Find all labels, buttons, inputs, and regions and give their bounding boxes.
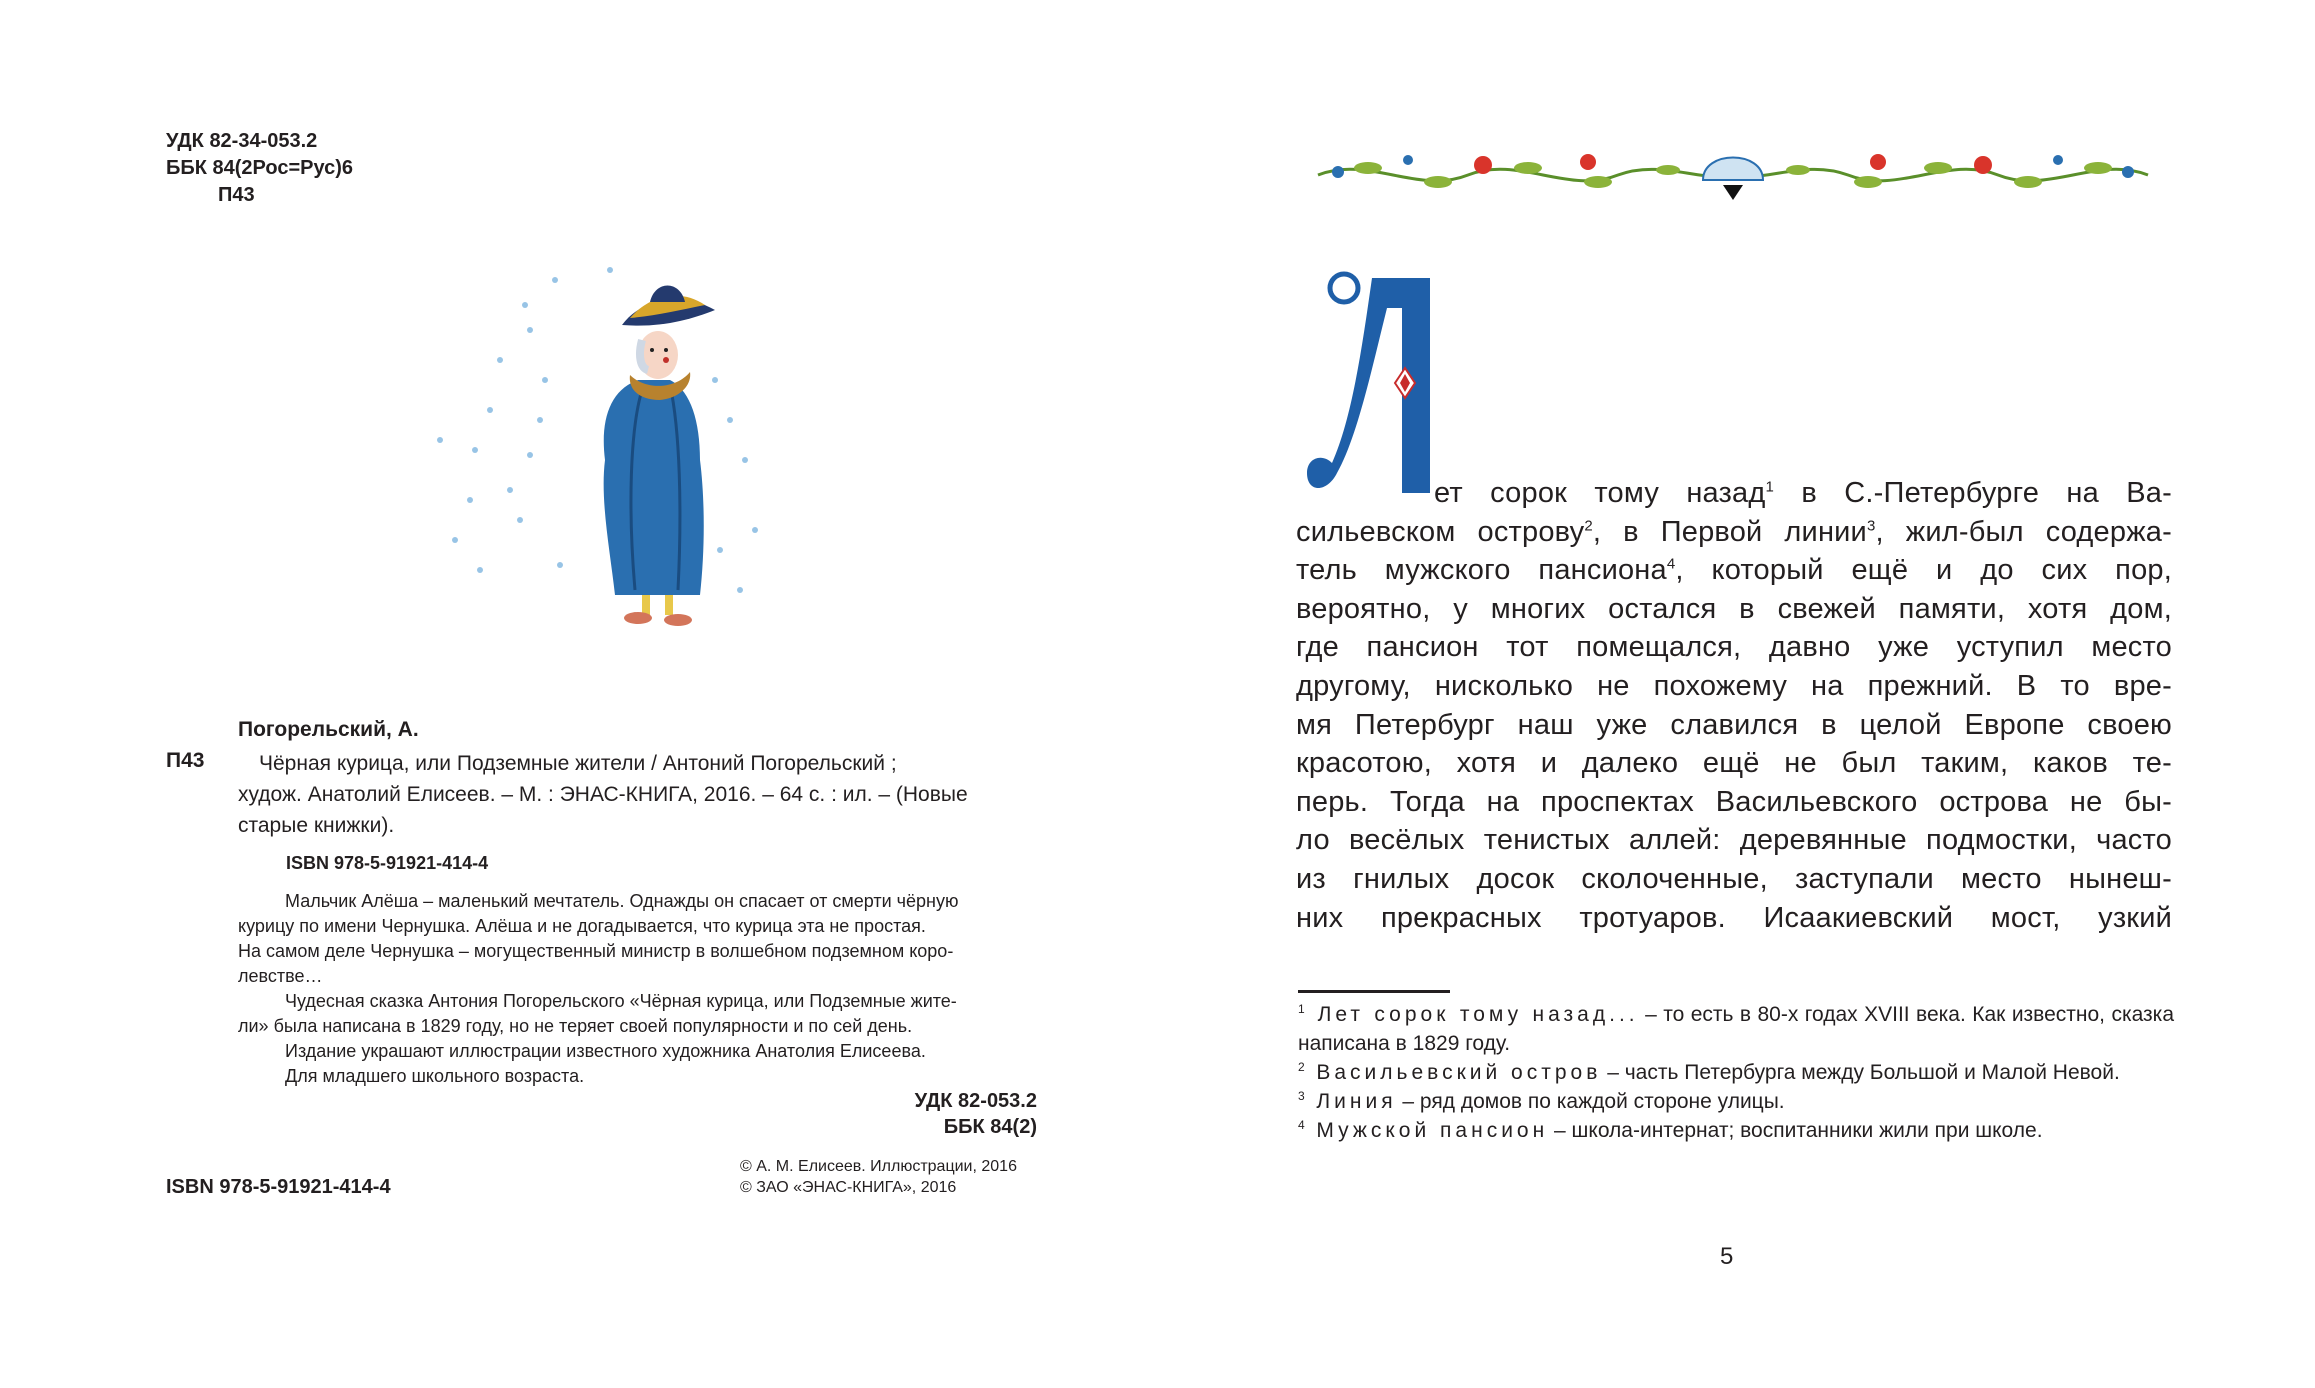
annotation-line: левстве… (238, 966, 323, 986)
text-line: вероятно, у многих остался в свежей памяти, хотя дом, (1296, 592, 2172, 625)
text-line: ло весёлых тенистых аллей: деревянные подмостки, часто (1296, 824, 2172, 857)
copyright (740, 1156, 1017, 1198)
author-sign: П43 (218, 184, 255, 206)
boy-illustration (360, 250, 780, 650)
footnote-rule (1298, 990, 1450, 993)
main-text (1296, 474, 2172, 937)
bib-code: П43 (166, 749, 205, 772)
annotation-line: На самом деле Чернушка – могущественный министр в волшебном подземном коро- (238, 941, 954, 961)
annotation-line: ли» была написана в 1829 году, но не теряет своей популярности и по сей день. (238, 1016, 913, 1036)
bib-description (238, 748, 1108, 841)
annotation-line: Издание украшают иллюстрации известного художника Анатолия Елисеева. (285, 1041, 926, 1061)
bbk-short: ББК 84(2) (943, 1116, 1037, 1138)
text-line: них прекрасных тротуаров. Исаакиевский мост, узкий (1296, 901, 2172, 934)
bib-line: худож. Анатолий Елисеев. – М. : ЭНАС-КНИГА, 2016. – 64 с. : ил. – (Новые (238, 783, 968, 806)
bib-line: Чёрная курица, или Подземные жители / Антоний Погорельский ; (259, 752, 897, 775)
drop-cap-letter (1442, 268, 1443, 269)
text-line: другому, нисколько не похожему на прежний. В то вре- (1296, 669, 2172, 702)
footnote-1: $^1$ Лет сорок тому назад... – то есть в 80-х годах XVIII века. Как известно, сказка написана в 1829 году. (1298, 1002, 2175, 1055)
text-line: тель мужского пансиона$^4$, который ещё и до сих пор, (1296, 554, 2172, 587)
text-line: где пансион тот помещался, давно уже уступил место (1296, 631, 2172, 664)
isbn-bottom: ISBN 978-5-91921-414-4 (166, 1176, 391, 1198)
text-line: красотою, хотя и далеко ещё не был таким, каков те- (1296, 747, 2172, 780)
udk-short: УДК 82-053.2 (914, 1090, 1037, 1112)
annotation-line: курицу по имени Чернушка. Алёша и не догадывается, что курица эта не простая. (238, 916, 926, 936)
copyright-line: © А. М. Елисеев. Иллюстрации, 2016 (740, 1158, 1017, 1175)
footnote-4: $^4$ Мужской пансион – школа-интернат; воспитанники жили при школе. (1298, 1118, 2043, 1142)
drop-cap (1302, 268, 1442, 508)
footnote-2: $^2$ Васильевский остров – часть Петербурга между Большой и Малой Невой. (1298, 1060, 2120, 1084)
bib-isbn: ISBN 978-5-91921-414-4 (286, 853, 489, 873)
page-number: 5 (1720, 1243, 1734, 1270)
annotation-line: Мальчик Алёша – маленький мечтатель. Однажды он спасает от смерти чёрную (285, 891, 959, 911)
text-line: перь. Тогда на проспектах Васильевского острова не бы- (1296, 785, 2172, 818)
annotation-line: Для младшего школьного возраста. (285, 1066, 585, 1086)
text-line: мя Петербург наш уже славился в целой Европе своею (1296, 708, 2172, 741)
floral-ornament (1308, 140, 2158, 210)
footnote-3: $^3$ Линия – ряд домов по каждой стороне улицы. (1298, 1089, 1785, 1113)
footnotes (1298, 1000, 2174, 1145)
annotation-line: Чудесная сказка Антония Погорельского «Чёрная курица, или Подземные жите- (285, 991, 957, 1011)
bbk-code: ББК 84(2Рос=Рус)6 (166, 157, 354, 179)
text-line: ет сорок тому назад$^1$ в С.-Петербурге на Ва- (1434, 477, 2172, 509)
text-line: сильевском острову$^2$, в Первой линии$^3$, жил-был содержа- (1296, 515, 2172, 548)
annotation (238, 889, 1038, 1089)
text-line: из гнилых досок сколоченные, заступали место нынеш- (1296, 862, 2172, 895)
copyright-line: © ЗАО «ЭНАС-КНИГА», 2016 (740, 1179, 957, 1196)
udk-code: УДК 82-34-053.2 (166, 130, 318, 152)
bib-line: старые книжки). (238, 814, 395, 837)
bib-author: Погорельский, А. (238, 718, 419, 741)
